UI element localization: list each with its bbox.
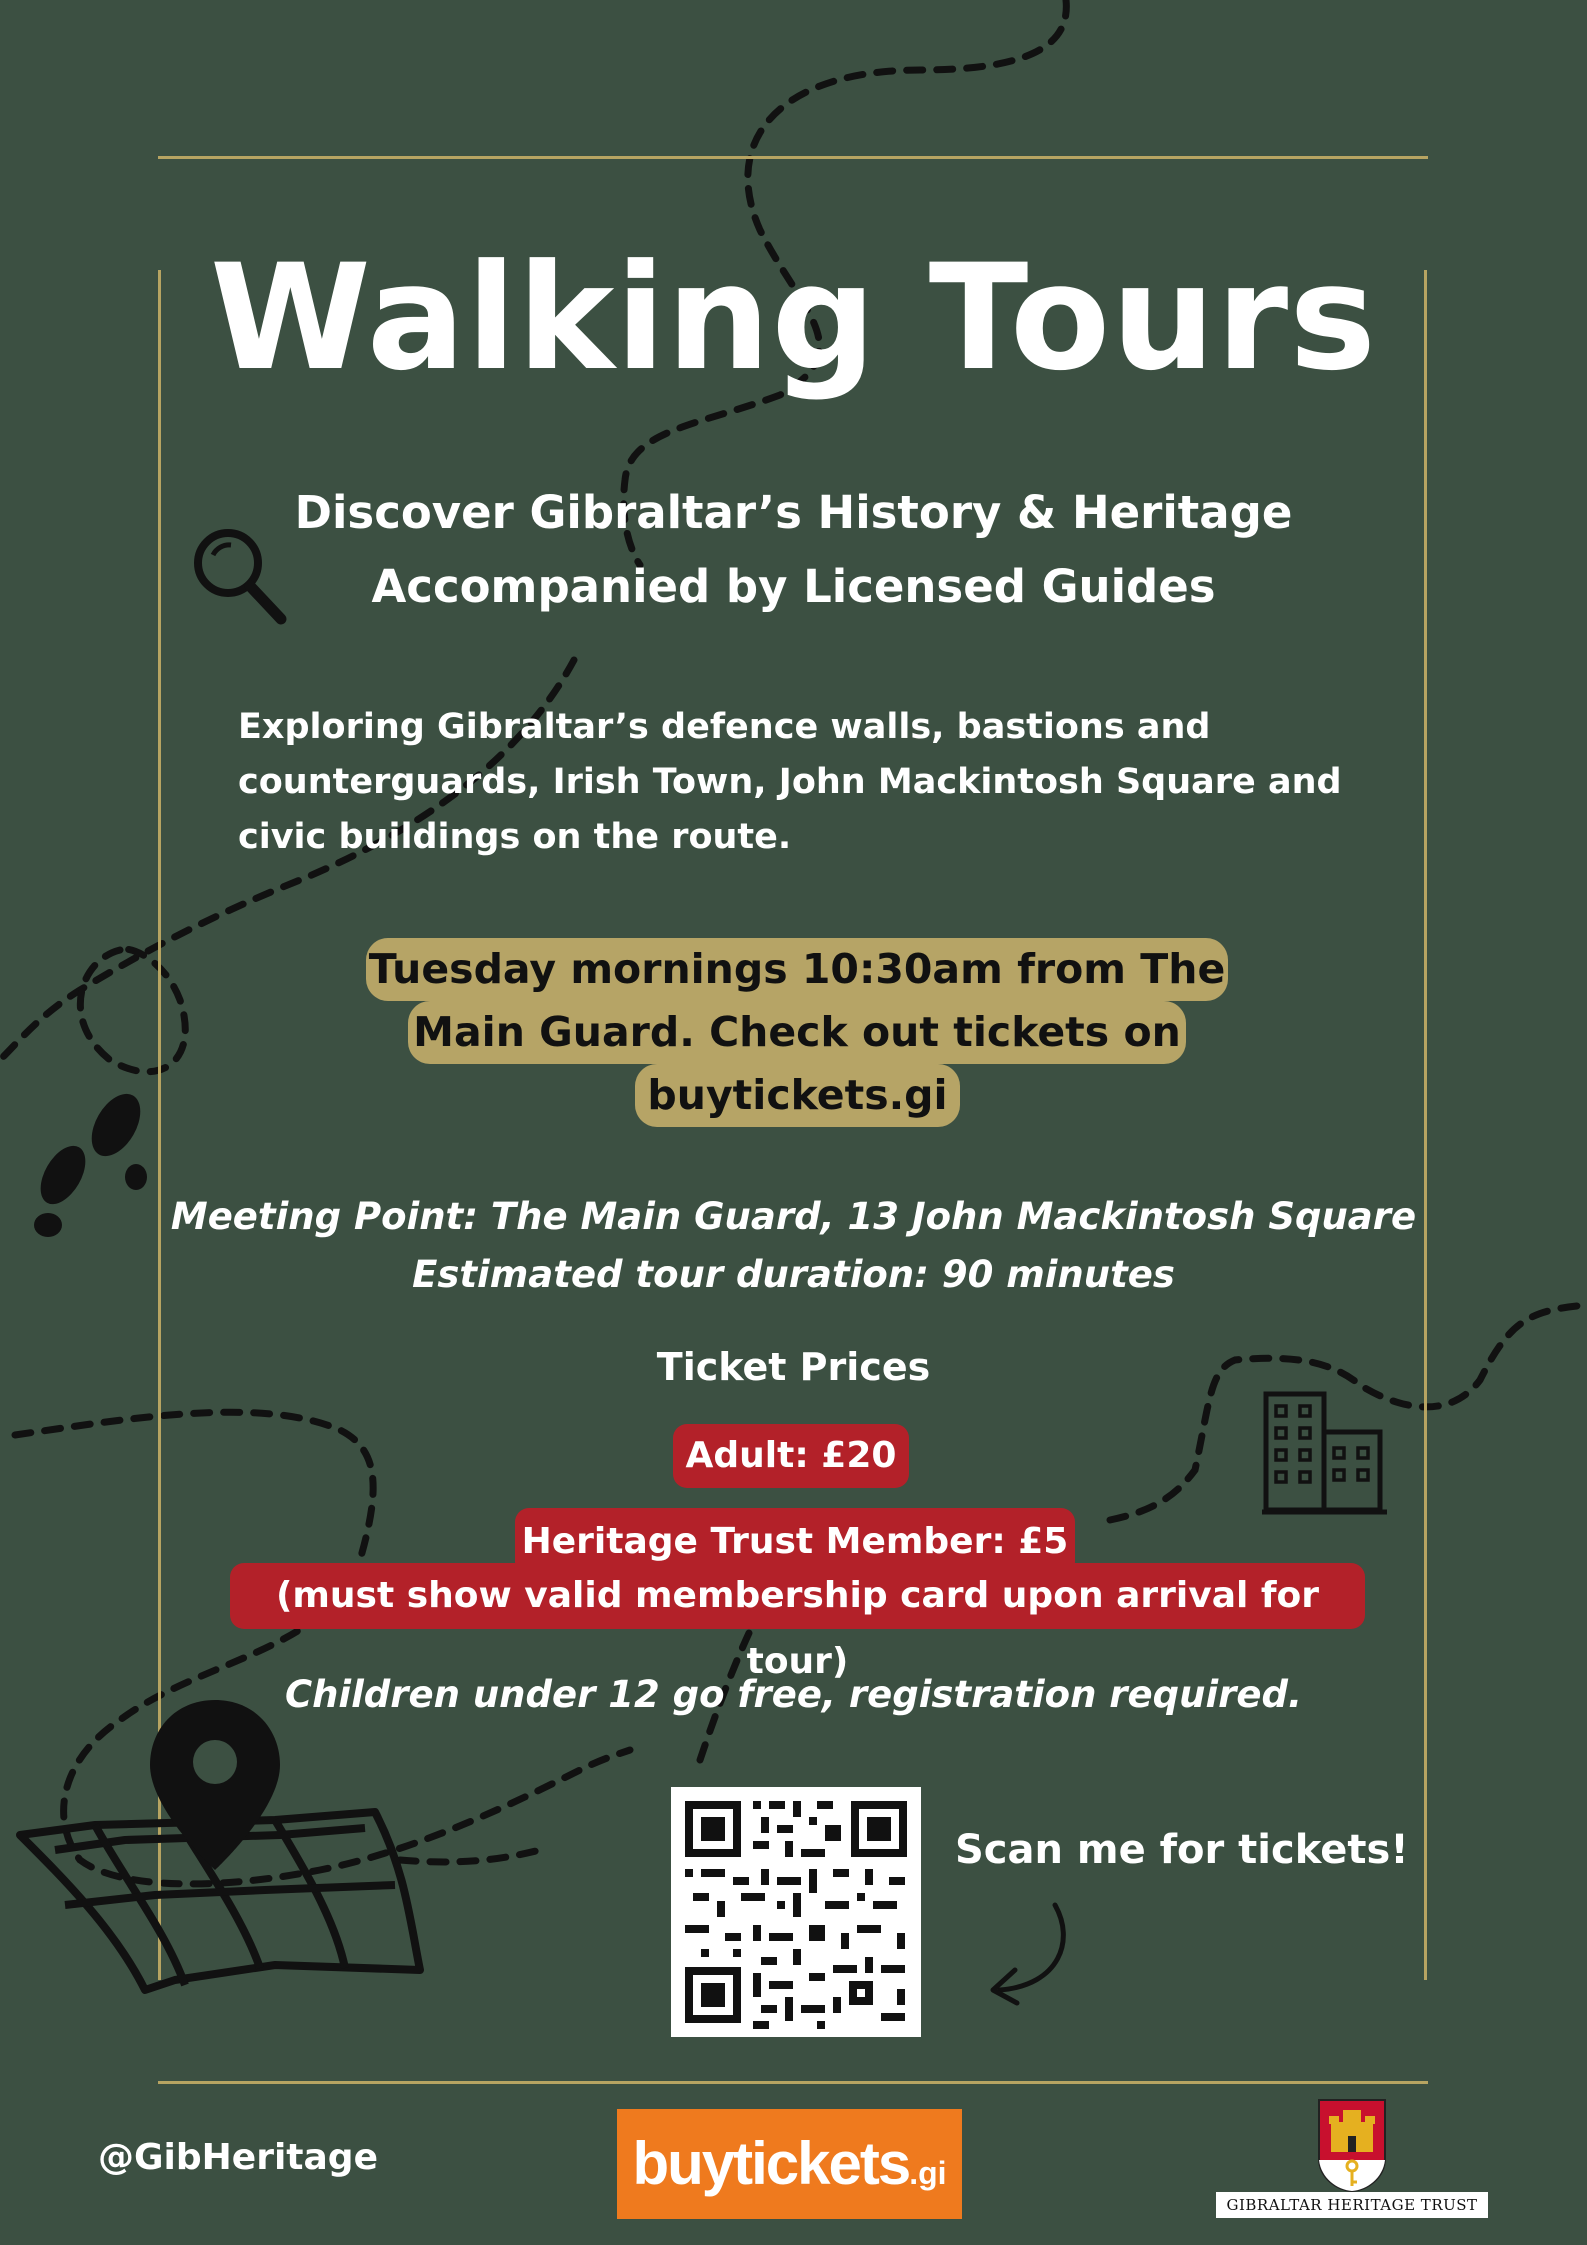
buytickets-logo-suffix: .gi (909, 2155, 947, 2191)
castle-key-crest-icon (1317, 2098, 1387, 2192)
schedule-pill-line-2: Main Guard. Check out tickets on (408, 1001, 1186, 1064)
member-note-badge: (must show valid membership card upon arrival for tour) (230, 1563, 1365, 1629)
adult-price-badge: Adult: £20 (673, 1424, 909, 1488)
ticket-prices-heading: Ticket Prices (656, 1345, 931, 1389)
tour-duration: Estimated tour duration: 90 minutes (412, 1253, 1175, 1296)
frame-bottom-line (158, 2081, 1428, 2084)
member-price-badge: Heritage Trust Member: £5 (515, 1508, 1075, 1576)
buytickets-logo[interactable] (617, 2109, 962, 2219)
magnifier-icon (183, 523, 293, 633)
schedule-pill-line-1: Tuesday mornings 10:30am from The (366, 938, 1228, 1001)
buildings-icon (1262, 1390, 1387, 1515)
page-title: Walking Tours (209, 233, 1378, 403)
frame-top-line (158, 156, 1428, 159)
children-note: Children under 12 go free, registration required. (284, 1673, 1303, 1716)
heritage-trust-name: GIBRALTAR HERITAGE TRUST (1216, 2192, 1488, 2218)
meeting-point: Meeting Point: The Main Guard, 13 John Mackintosh Square (170, 1195, 1417, 1238)
description-line-1: Exploring Gibraltar’s defence walls, bastions and (238, 707, 1211, 747)
subtitle-line-1: Discover Gibraltar’s History & Heritage (294, 486, 1293, 539)
qr-code-icon[interactable] (671, 1787, 921, 2037)
schedule-pill-line-3: buytickets.gi (635, 1064, 960, 1127)
subtitle-line-2: Accompanied by Licensed Guides (371, 560, 1216, 613)
description-line-3: civic buildings on the route. (238, 817, 792, 857)
social-handle[interactable]: @GibHeritage (98, 2137, 378, 2178)
curved-arrow-icon (965, 1900, 1075, 2010)
scan-for-tickets-label: Scan me for tickets! (955, 1827, 1409, 1873)
heritage-trust-logo (1212, 2098, 1492, 2223)
description-paragraph (238, 700, 1354, 865)
buytickets-logo-text: buytickets (632, 2130, 910, 2197)
map-icon (15, 1700, 435, 2000)
description-line-2: counterguards, Irish Town, John Mackintosh Square and (238, 762, 1342, 802)
